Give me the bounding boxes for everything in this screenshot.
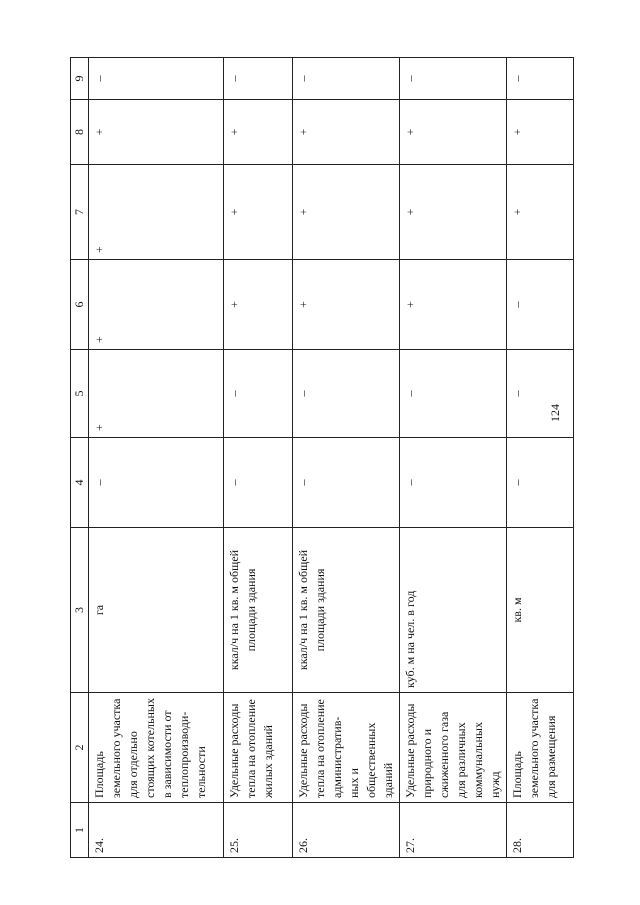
- indicator-name: Площадь земельного участка для размещения: [507, 693, 574, 803]
- column-number: 1: [71, 803, 89, 858]
- unit: куб. м на чел. в год: [400, 528, 507, 693]
- rotated-table-container: [70, 58, 590, 858]
- mark-cell: +: [224, 165, 293, 260]
- table-row: [224, 58, 293, 858]
- indicator-name: Удельные расходы природного и сжиженного газа для различных коммунальных нужд: [400, 693, 507, 803]
- mark-cell: –: [89, 58, 224, 100]
- unit: ккал/ч на 1 кв. м общей площади здания: [224, 528, 293, 693]
- indicator-name: Удельные расходы тепла на отопление жилых зданий: [224, 693, 293, 803]
- mark-cell: +: [507, 165, 574, 260]
- mark-cell: –: [89, 438, 224, 528]
- mark-cell: +: [89, 350, 224, 438]
- table-row: [293, 58, 400, 858]
- mark-cell: –: [400, 58, 507, 100]
- unit: га: [89, 528, 224, 693]
- page-number: 124: [548, 404, 562, 422]
- mark-cell: –: [293, 438, 400, 528]
- mark-cell: –: [507, 438, 574, 528]
- mark-cell: +: [89, 165, 224, 260]
- mark-cell: +: [400, 100, 507, 165]
- mark-cell: –: [507, 58, 574, 100]
- indicator-name: Удельные расходы тепла на отопление административ-ных и общественных зданий: [293, 693, 400, 803]
- mark-cell: +: [400, 165, 507, 260]
- unit: кв. м: [507, 528, 574, 693]
- column-number: 3: [71, 528, 89, 693]
- mark-cell: –: [293, 58, 400, 100]
- table-row: [507, 58, 574, 858]
- row-number: 24.: [89, 803, 224, 858]
- mark-cell: +: [507, 100, 574, 165]
- mark-cell: –: [507, 260, 574, 350]
- column-number: 2: [71, 693, 89, 803]
- unit: ккал/ч на 1 кв. м общей площади здания: [293, 528, 400, 693]
- column-number: 4: [71, 438, 89, 528]
- mark-cell: –: [507, 350, 574, 438]
- table-row: [89, 58, 224, 858]
- column-number: 5: [71, 350, 89, 438]
- mark-cell: –: [224, 58, 293, 100]
- mark-cell: +: [293, 260, 400, 350]
- mark-cell: +: [89, 260, 224, 350]
- mark-cell: –: [293, 350, 400, 438]
- indicator-name: Площадь земельного участка для отдельно стоящих котельных в зависимости от теплопроизводи-тельности: [89, 693, 224, 803]
- table-row: [400, 58, 507, 858]
- column-number: 8: [71, 100, 89, 165]
- mark-cell: –: [400, 438, 507, 528]
- row-number: 28.: [507, 803, 574, 858]
- mark-cell: +: [293, 165, 400, 260]
- row-number: 27.: [400, 803, 507, 858]
- column-number: 6: [71, 260, 89, 350]
- column-number: 7: [71, 165, 89, 260]
- column-number-row: [71, 58, 89, 858]
- mark-cell: –: [224, 350, 293, 438]
- mark-cell: +: [400, 260, 507, 350]
- column-number: 9: [71, 58, 89, 100]
- mark-cell: +: [224, 260, 293, 350]
- row-number: 25.: [224, 803, 293, 858]
- row-number: 26.: [293, 803, 400, 858]
- mark-cell: –: [400, 350, 507, 438]
- mark-cell: +: [89, 100, 224, 165]
- indicator-table: [70, 57, 574, 858]
- mark-cell: +: [224, 100, 293, 165]
- mark-cell: +: [293, 100, 400, 165]
- mark-cell: –: [224, 438, 293, 528]
